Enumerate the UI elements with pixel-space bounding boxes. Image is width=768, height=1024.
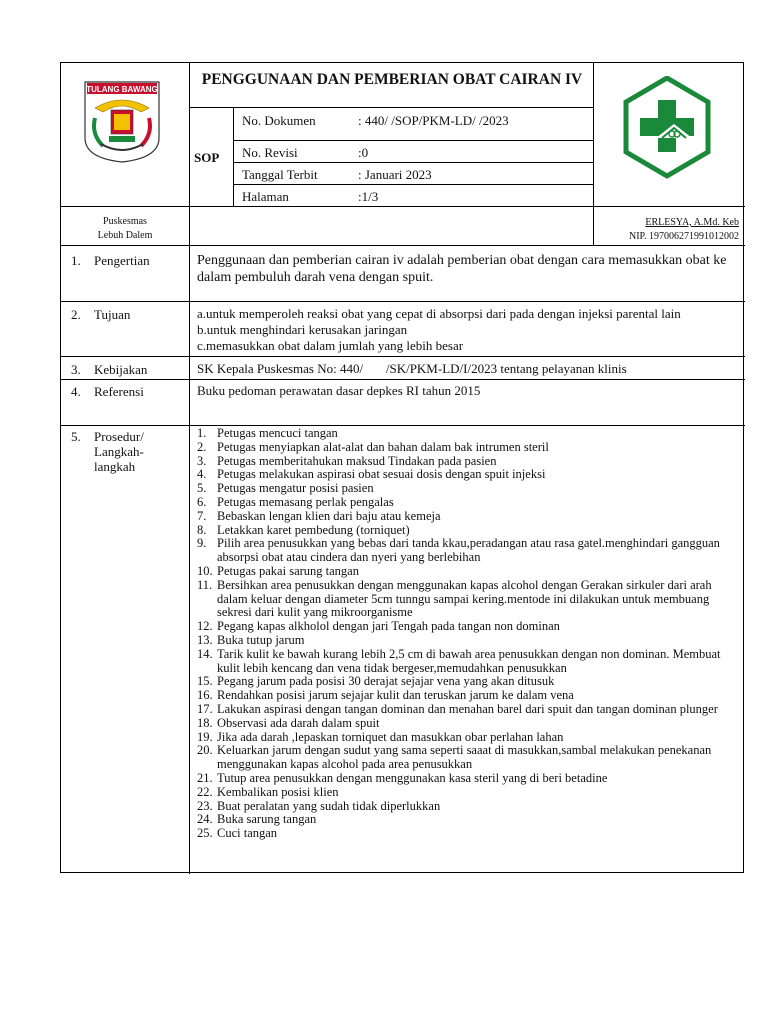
field-label-no-dokumen: No. Dokumen	[242, 113, 316, 128]
procedure-step-number: 18.	[197, 715, 213, 730]
procedure-step	[197, 827, 737, 841]
section-number-referensi: 4.	[71, 384, 81, 399]
procedure-step	[197, 744, 737, 772]
procedure-step-number: 22.	[197, 784, 213, 799]
procedure-step-number: 14.	[197, 646, 213, 661]
procedure-step	[197, 579, 737, 620]
procedure-step-text: Pegang jarum pada posisi 30 derajat sejajar vena yang akan ditusuk	[217, 674, 555, 689]
field-value-no-dokumen: : 440/ /SOP/PKM-LD/ /2023	[358, 113, 509, 128]
procedure-step-number: 6.	[197, 494, 207, 509]
procedure-step	[197, 455, 737, 469]
regency-logo	[81, 78, 163, 164]
procedure-step	[197, 482, 737, 496]
procedure-step-text: Petugas memasang perlak pengalas	[217, 494, 394, 509]
procedure-step	[197, 648, 737, 676]
procedure-step	[197, 800, 737, 814]
procedure-step-number: 25.	[197, 826, 213, 841]
procedure-step-text: Jika ada darah ,lepaskan torniquet dan masukkan obar perlahan lahan	[217, 729, 564, 744]
procedure-step-number: 23.	[197, 798, 213, 813]
procedure-step-text: Petugas mengatur posisi pasien	[217, 481, 374, 496]
procedure-step	[197, 786, 737, 800]
document-title: PENGGUNAAN DAN PEMBERIAN OBAT CAIRAN IV	[201, 71, 583, 88]
puskesmas-logo	[622, 76, 712, 180]
puskesmas-name-line2: Lebuh Dalem	[97, 230, 153, 241]
procedure-step-text: Buka sarung tangan	[217, 812, 317, 827]
procedure-step	[197, 813, 737, 827]
procedure-step-text: Observasi ada darah dalam spuit	[217, 715, 380, 730]
procedure-step-text: Lakukan aspirasi dengan tangan dominan dan menahan barel dari spuit dan tangan dominan plunger	[217, 701, 718, 716]
signer-nip: NIP. 197006271991012002	[628, 231, 739, 242]
procedure-step-number: 10.	[197, 563, 213, 578]
procedure-step-text: Pegang kapas alkholol dengan jari Tengah pada tangan non dominan	[217, 619, 560, 634]
procedure-step-number: 16.	[197, 688, 213, 703]
procedure-step-number: 9.	[197, 536, 207, 551]
procedure-step	[197, 634, 737, 648]
procedure-steps-list	[197, 427, 737, 841]
procedure-step-number: 1.	[197, 426, 207, 440]
procedure-step-number: 17.	[197, 701, 213, 716]
procedure-step	[197, 427, 737, 441]
section-text-kebijakan: SK Kepala Puskesmas No: 440/ /SK/PKM-LD/I/2023 tentang pelayanan klinis	[197, 361, 627, 376]
procedure-step	[197, 689, 737, 703]
procedure-step-text: Tarik kulit ke bawah kurang lebih 2,5 cm di bawah area penusukkan dengan non dominan. Membuat kulit lebih kencang dan vena tidak bergeser,memudahkan penusukkan	[217, 646, 721, 675]
procedure-step-text: Buat peralatan yang sudah tidak diperlukkan	[217, 798, 441, 813]
procedure-step-text: Petugas melakukan aspirasi obat sesuai dosis dengan spuit injeksi	[217, 467, 546, 482]
field-value-halaman: :1/3	[358, 189, 379, 204]
procedure-step	[197, 537, 737, 565]
procedure-step-text: Petugas memberitahukan maksud Tindakan pada pasien	[217, 453, 497, 468]
field-value-tanggal-terbit: : Januari 2023	[358, 167, 432, 182]
signer-name: ERLESYA, A.Md. Keb	[645, 217, 739, 228]
procedure-step-text: Petugas pakai sarung tangan	[217, 563, 359, 578]
section-number-kebijakan: 3.	[71, 362, 81, 377]
procedure-step-number: 7.	[197, 508, 207, 523]
field-label-no-revisi: No. Revisi	[242, 145, 298, 160]
section-label-tujuan: Tujuan	[94, 307, 131, 322]
field-label-halaman: Halaman	[242, 189, 289, 204]
field-value-no-revisi: :0	[358, 145, 369, 160]
tujuan-line-b: b.untuk menghindari kerusakan jaringan	[197, 322, 408, 337]
procedure-step-number: 24.	[197, 812, 213, 827]
procedure-step-number: 20.	[197, 743, 213, 758]
procedure-step-number: 11.	[197, 577, 213, 592]
procedure-step	[197, 731, 737, 745]
section-number-tujuan: 2.	[71, 307, 81, 322]
procedure-step-text: Rendahkan posisi jarum sejajar kulit dan teruskan jarum ke dalam vena	[217, 688, 574, 703]
section-text-referensi: Buku pedoman perawatan dasar depkes RI tahun 2015	[197, 383, 481, 398]
sop-document	[60, 62, 744, 873]
procedure-step	[197, 772, 737, 786]
procedure-step-text: Buka tutup jarum	[217, 632, 305, 647]
tujuan-line-c: c.memasukkan obat dalam jumlah yang lebih besar	[197, 338, 464, 353]
procedure-step-number: 8.	[197, 522, 207, 537]
procedure-step	[197, 620, 737, 634]
procedure-step	[197, 441, 737, 455]
procedure-step-number: 5.	[197, 481, 207, 496]
procedure-step	[197, 675, 737, 689]
procedure-step-text: Pilih area penusukkan yang bebas dari tanda kkau,peradangan atau rasa gatel.menghindari gangguan absorpsi obat atau cindera dan nyeri yang berlebihan	[217, 536, 720, 565]
section-label-referensi: Referensi	[94, 384, 144, 399]
section-number-prosedur: 5.	[71, 429, 81, 444]
procedure-step-number: 19.	[197, 729, 213, 744]
section-text-pengertian: Penggunaan dan pemberian cairan iv adalah pemberian obat dengan cara memasukkan obat ke dalam pembuluh darah vena dengan spuit.	[197, 253, 727, 285]
section-label-kebijakan: Kebijakan	[94, 362, 148, 377]
procedure-step-number: 21.	[197, 770, 213, 785]
procedure-step	[197, 703, 737, 717]
procedure-step	[197, 510, 737, 524]
procedure-step-text: Keluarkan jarum dengan sudut yang sama seperti saaat di masukkan,sambal melakukan penekanan menggunakan kapas alcohol pada area penusukkan	[217, 743, 712, 772]
procedure-step	[197, 565, 737, 579]
procedure-step-number: 12.	[197, 619, 213, 634]
logo-text: TULANG BAWANG	[86, 85, 158, 94]
procedure-step-text: Kembalikan posisi klien	[217, 784, 339, 799]
procedure-step-text: Cuci tangan	[217, 826, 278, 841]
procedure-step-text: Bebaskan lengan klien dari baju atau kemeja	[217, 508, 441, 523]
procedure-step-number: 3.	[197, 453, 207, 468]
section-number-pengertian: 1.	[71, 253, 81, 268]
sop-label: SOP	[194, 150, 220, 165]
field-label-tanggal-terbit: Tanggal Terbit	[242, 167, 318, 182]
procedure-step	[197, 496, 737, 510]
procedure-step	[197, 524, 737, 538]
procedure-step	[197, 468, 737, 482]
tujuan-line-a: a.untuk memperoleh reaksi obat yang cepat di absorpsi dari pada dengan injeksi parental lain	[197, 306, 681, 321]
section-label-prosedur: Prosedur/ Langkah-langkah	[94, 429, 144, 474]
procedure-step-text: Petugas menyiapkan alat-alat dan bahan dalam bak intrumen steril	[217, 439, 549, 454]
procedure-step-text: Petugas mencuci tangan	[217, 426, 338, 440]
procedure-step-number: 4.	[197, 467, 207, 482]
procedure-step-text: Letakkan karet pembedung (torniquet)	[217, 522, 410, 537]
puskesmas-name-line1: Puskesmas	[103, 216, 147, 227]
procedure-step-number: 2.	[197, 439, 207, 454]
section-label-pengertian: Pengertian	[94, 253, 150, 268]
procedure-step-number: 15.	[197, 674, 213, 689]
procedure-step-text: Bersihkan area penusukkan dengan menggunakan kapas alcohol dengan Gerakan sirkuler dari arah dalam keluar dengan diameter 5cm tunngu sampai kering.mentode ini dilakukan untuk membuang sekresi dari kulit yang mikroorganisme	[217, 577, 712, 620]
procedure-step	[197, 717, 737, 731]
procedure-step-number: 13.	[197, 632, 213, 647]
procedure-step-text: Tutup area penusukkan dengan menggunakan kasa steril yang di beri betadine	[217, 770, 608, 785]
